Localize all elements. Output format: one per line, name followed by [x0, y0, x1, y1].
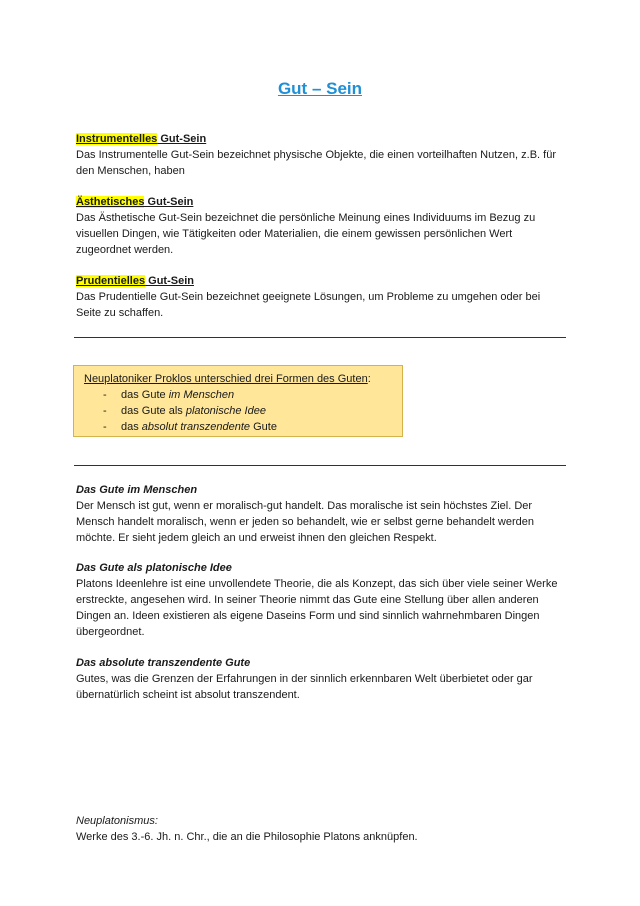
detail-text: Gutes, was die Grenzen der Erfahrungen in der sinnlich erkennbaren Welt überbietet oder gar übernatürlich scheint ist absolut transzendent.: [76, 673, 533, 701]
item-italic: platonische Idee: [185, 405, 266, 417]
section-aesthetisches: [76, 194, 568, 258]
item-plain: das: [121, 421, 142, 433]
callout-box: [73, 365, 403, 437]
divider-bottom: [74, 465, 566, 466]
detail-heading: Das absolute transzendente Gute: [76, 657, 251, 669]
page-title: Gut – Sein: [277, 79, 363, 98]
heading-rest: Gut-Sein: [144, 196, 194, 208]
heading-highlight: Prudentielles: [76, 275, 146, 287]
detail-heading: Das Gute als platonische Idee: [76, 562, 232, 574]
bullet-dash: -: [103, 389, 107, 401]
item-after: Gute: [250, 421, 277, 433]
footnote-text: Werke des 3.-6. Jh. n. Chr., die an die Philosophie Platons anknüpfen.: [76, 831, 418, 843]
list-item: [84, 387, 402, 403]
section-text: Das Instrumentelle Gut-Sein bezeichnet physische Objekte, die einen vorteilhaften Nutzen, z.B. für den Menschen, haben: [76, 149, 556, 177]
detail-text: Platons Ideenlehre ist eine unvollendete Theorie, die als Konzept, das sich über viele seiner Werke erstreckte, angesehen wird. In seiner Theorie nimmt das Gute eine Stellung über allen anderen Dingen an. Ideen existieren als eigene Daseins Form und sind sinnlich wahrnehmbaren Dingen übergeordnet.: [76, 578, 558, 638]
item-italic: absolut transzendente: [141, 421, 251, 433]
footnote: [76, 813, 568, 845]
section-heading: [76, 131, 568, 147]
bullet-dash: -: [103, 421, 107, 433]
section-heading: [76, 273, 568, 289]
detail-gute-im-menschen: [76, 482, 568, 546]
detail-transzendente-gute: [76, 655, 568, 703]
heading-rest: Gut-Sein: [145, 275, 194, 287]
section-text: Das Ästhetische Gut-Sein bezeichnet die persönliche Meinung eines Individuums im Bezug zu visuellen Dingen, wie Tätigkeiten oder Materialien, die einem gewissen persönlichen Wert zugeordnet werden.: [76, 212, 536, 256]
section-instrumentelles: [76, 131, 568, 179]
heading-rest: Gut-Sein: [157, 133, 207, 145]
heading-highlight: Instrumentelles: [76, 133, 158, 145]
item-italic: im Menschen: [168, 389, 235, 401]
section-prudentielles: [76, 273, 568, 321]
callout-lead: Neuplatoniker Proklos unterschied drei Formen des Guten: [84, 373, 368, 385]
bullet-dash: -: [103, 405, 107, 417]
list-item: [84, 403, 402, 419]
callout-lead-line: [84, 371, 402, 387]
footnote-term: Neuplatonismus:: [76, 815, 158, 827]
heading-highlight: Ästhetisches: [76, 196, 145, 208]
item-plain: das Gute als: [121, 405, 186, 417]
callout-list: [84, 387, 402, 435]
divider-top: [74, 337, 566, 338]
detail-text: Der Mensch ist gut, wenn er moralisch-gut handelt. Das moralische ist sein höchstes Ziel. Der Mensch handelt moralisch, wenn er jeden so behandelt, wie er selbst gerne behandelt werden möchte. Er sieht jedem gleich an und erweist ihnen den gleichen Respekt.: [76, 500, 535, 544]
list-item: [84, 419, 402, 435]
detail-heading: Das Gute im Menschen: [76, 484, 198, 496]
section-heading: [76, 194, 568, 210]
item-plain: das Gute: [121, 389, 169, 401]
detail-platonische-idee: [76, 560, 568, 640]
section-text: Das Prudentielle Gut-Sein bezeichnet geeignete Lösungen, um Probleme zu umgehen oder bei Seite zu schaffen.: [76, 291, 541, 319]
callout-lead-suffix: :: [367, 373, 371, 385]
